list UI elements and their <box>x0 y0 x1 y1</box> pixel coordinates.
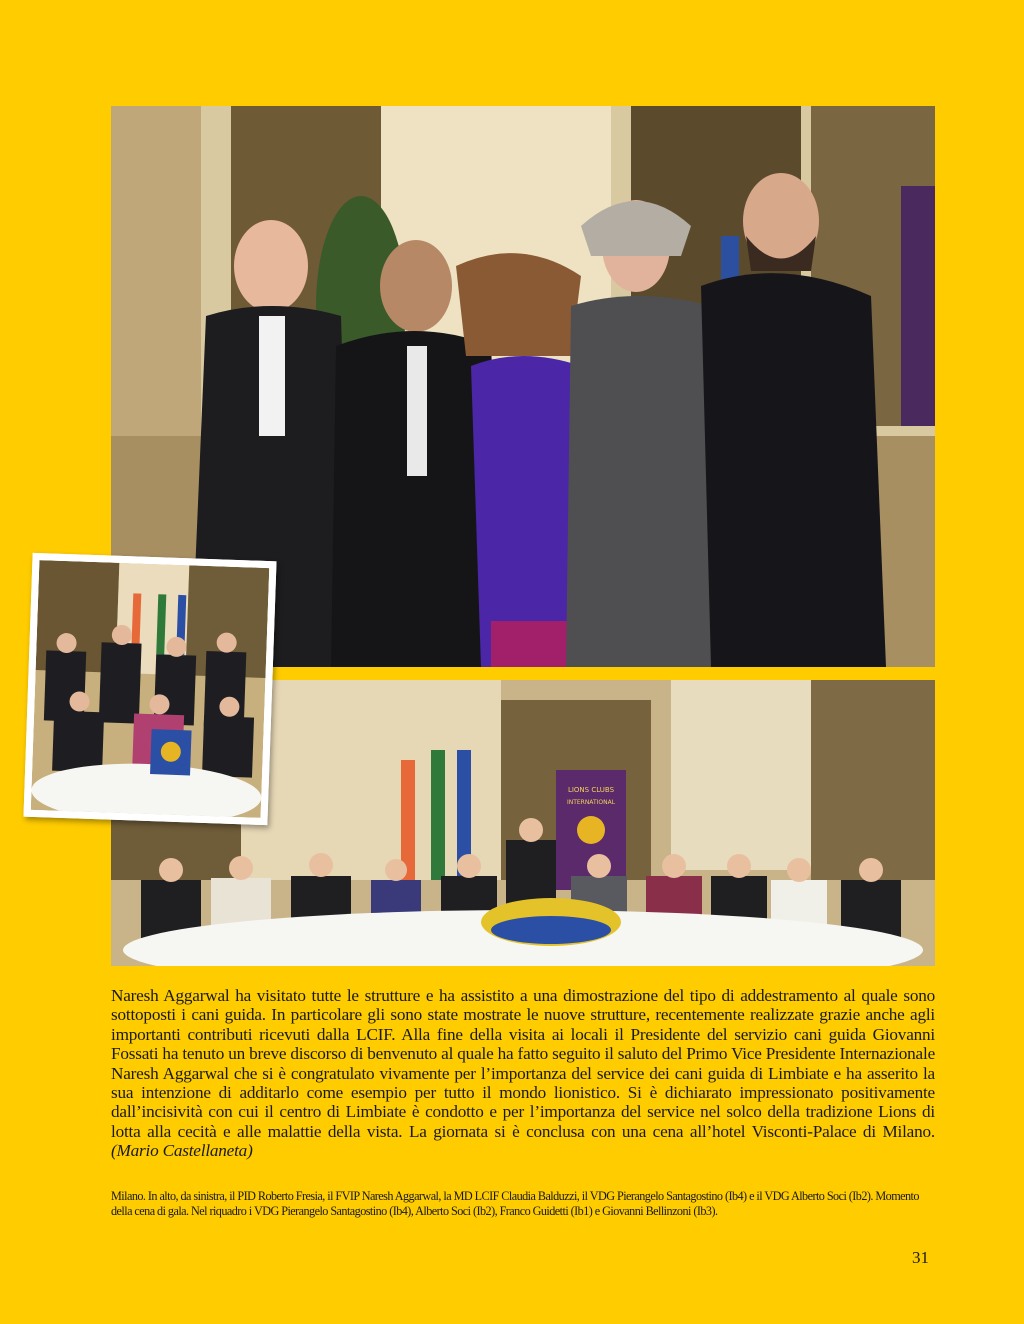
photo-caption: Milano. In alto, da sinistra, il PID Roberto Fresia, il FVIP Naresh Aggarwal, la MD LCIF Claudia Balduzzi, il VDG Pierangelo Santagostino (Ib4) e il VDG Alberto Soci (Ib2). Momento della cena di gala. Nel riquadro i VDG Pierangelo Santagostino (Ib4), Alberto Soci (Ib2), Franco Guidetti (Ib1) e Giovanni Bellinzoni (Ib3). <box>111 1189 919 1218</box>
article-body-text: Naresh Aggarwal ha visitato tutte le strutture e ha assistito a una dimostrazione del tipo di addestramento al quale sono sottoposti i cani guida. In particolare gli sono state mostrate le nuove strutture, recentemente realizzate grazie anche agli importanti contributi ricevuti dalla LCIF. Alla fine della visita ai locali il Presidente del servizio cani guida Giovanni Fossati ha tenuto un breve discorso di benvenuto al quale ha fatto seguito il saluto del Primo Vice Presidente Internazionale Naresh Aggarwal che si è congratulato vivamente per l’importanza del service dei cani guida di Limbiate e ha asserito la sua intenzione di additarlo come esempio per tutto il mondo lionistico. Si è dichiarato impressionato positivamente dall’incisività con cui il centro di Limbiate è condotto e per l’importanza del service nel solco della tradizione Lions di lotta alla cecità e alle malattie della vista. La giornata si è conclusa con una cena all’hotel Visconti-Palace di Milano. <box>111 986 935 1141</box>
article-body <box>111 986 935 1161</box>
banner-line-2: INTERNATIONAL <box>566 799 616 806</box>
article-author: (Mario Castellaneta) <box>111 1141 253 1161</box>
banner-line-1: LIONS CLUBS <box>567 786 615 794</box>
photo-inset-vdg <box>23 553 276 825</box>
page-number: 31 <box>912 1248 929 1267</box>
